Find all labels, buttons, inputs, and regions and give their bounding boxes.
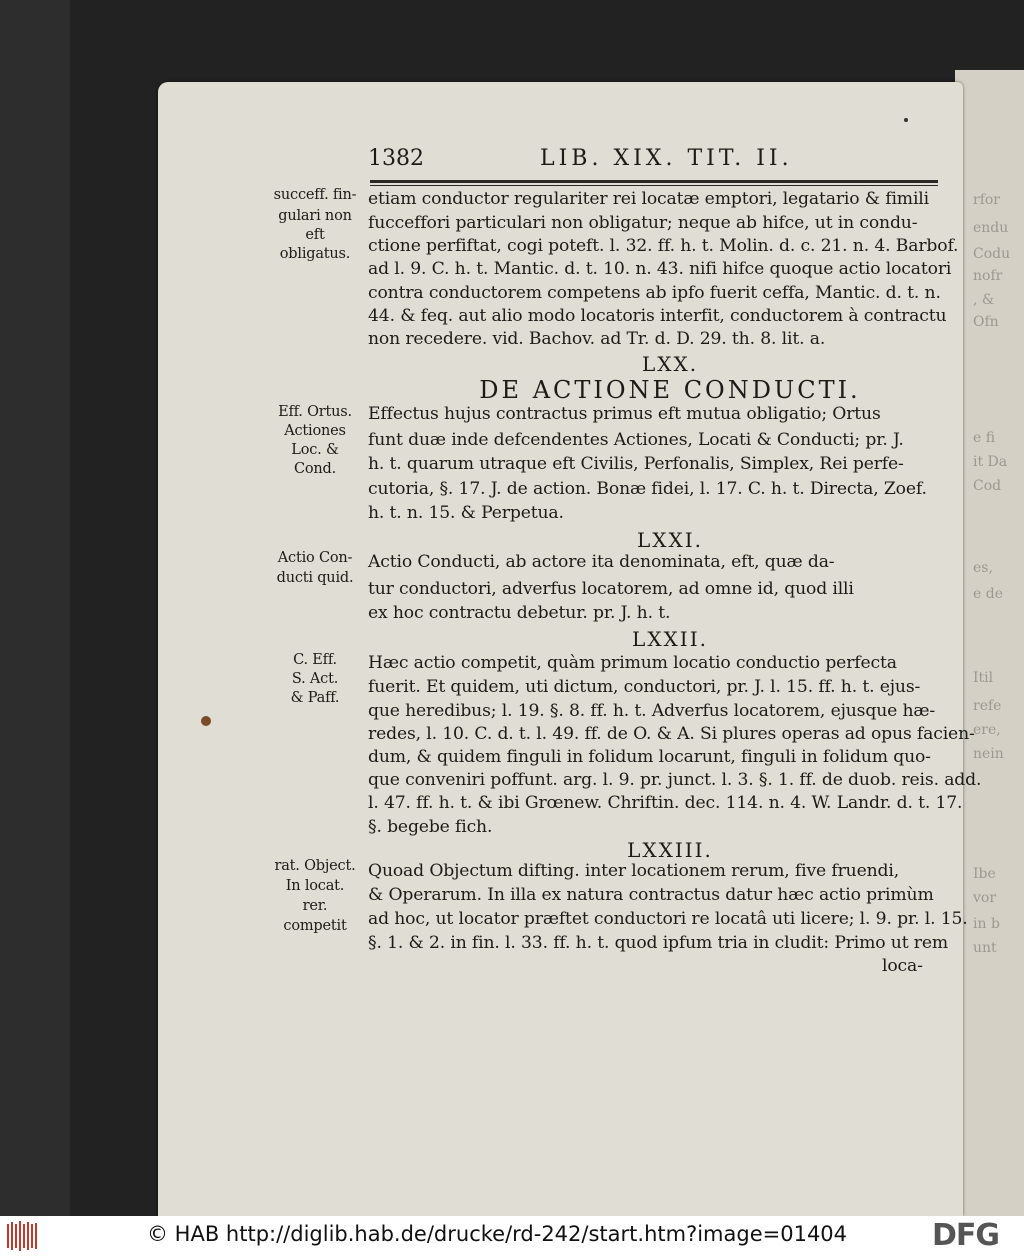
neighbor-fragment: in b (973, 916, 1000, 932)
body-line: & Operarum. In illa ex natura contractus datur hæc actio primùm (368, 885, 934, 905)
neighbor-fragment: Ofn (973, 314, 999, 330)
body-line: Effectus hujus contractus primus eft mutua obligatio; Ortus (368, 404, 881, 424)
neighbor-fragment: Ibe (973, 866, 996, 882)
neighbor-fragment: e fi (973, 430, 996, 446)
body-line: 44. & feq. aut alio modo locatoris interfit, conductorem à contractu (368, 306, 947, 326)
body-line: §. 1. & 2. in fin. l. 33. ff. h. t. quod ipfum tria in cludit: Primo ut rem (368, 933, 949, 953)
margin-note: & Paff. (290, 690, 340, 706)
body-line: funt duæ inde defcendentes Actiones, Locati & Conducti; pr. J. (368, 430, 904, 450)
margin-note: C. Eff. (293, 652, 337, 668)
neighbor-fragment: endu (973, 220, 1009, 236)
neighbor-fragment: unt (973, 940, 997, 956)
margin-note: rer. (302, 898, 328, 914)
margin-note: Loc. & (291, 442, 339, 458)
margin-note: succeff. fin- (273, 187, 357, 203)
barcode-icon (6, 1220, 40, 1252)
neighbor-fragment: rfor (973, 192, 1000, 208)
section-number: LXX. (641, 352, 699, 376)
body-line: contra conductorem competens ab ipfo fuerit ceffa, Mantic. d. t. n. (368, 283, 941, 303)
body-line: h. t. quarum utraque eft Civilis, Perfonalis, Simplex, Rei perfe- (368, 454, 904, 474)
neighbor-fragment: e de (973, 586, 1003, 602)
neighbor-fragment: it Da (973, 454, 1008, 470)
margin-note: S. Act. (291, 671, 339, 687)
body-line: Quoad Objectum difting. inter locationem rerum, five fruendi, (368, 861, 900, 881)
body-line: Hæc actio competit, quàm primum locatio conductio perfecta (368, 653, 897, 673)
margin-note: obligatus. (279, 246, 351, 262)
catchword: loca- (882, 956, 923, 976)
neighbor-fragment: Codu (973, 246, 1011, 262)
margin-note: gulari non (278, 208, 352, 224)
section-number: LXXII. (632, 627, 708, 651)
body-line: §. begebe fich. (368, 817, 493, 837)
neighbor-fragment: refe (973, 698, 1002, 714)
neighbor-fragment: nein (973, 746, 1004, 762)
page-number: 1382 (368, 146, 424, 171)
body-line: ctione perfiftat, cogi poteft. l. 32. ff. h. t. Molin. d. c. 21. n. 4. Barbof. (368, 236, 959, 256)
neighbor-fragment: es, (973, 560, 993, 576)
neighbor-fragment: Cod (973, 478, 1002, 494)
section-title: DE ACTIONE CONDUCTI. (479, 376, 861, 404)
margin-note: Eff. Ortus. (278, 404, 352, 420)
body-line: etiam conductor regulariter rei locatæ emptori, legatario & fimili (368, 189, 929, 209)
body-line: fucceffori particulari non obligatur; neque ab hifce, ut in condu- (368, 213, 918, 233)
neighbor-fragment: , & (973, 292, 995, 308)
dfg-logo: DFG (932, 1218, 1000, 1253)
margin-note: competit (283, 918, 347, 934)
section-number: LXXIII. (627, 838, 713, 862)
body-line: que heredibus; l. 19. §. 8. ff. h. t. Adverfus locatorem, ejusque hæ- (368, 701, 936, 721)
body-line: cutoria, §. 17. J. de action. Bonæ fidei, l. 17. C. h. t. Directa, Zoef. (368, 479, 927, 499)
margin-note: rat. Object. (274, 858, 356, 874)
running-title: LIB. XIX. TIT. II. (540, 146, 793, 171)
header-rule (370, 180, 938, 183)
neighbor-fragment: vor (973, 890, 997, 906)
body-line: l. 47. ff. h. t. & ibi Grœnew. Chriftin. dec. 114. n. 4. W. Landr. d. t. 17. (368, 793, 963, 813)
scan-left-edge (0, 0, 70, 1216)
margin-note: Actio Con- (277, 550, 353, 566)
body-line: que conveniri poffunt. arg. l. 9. pr. junct. l. 3. §. 1. ff. de duob. reis. add. (368, 770, 982, 790)
margin-note: Cond. (293, 461, 337, 477)
body-line: tur conductori, adverfus locatorem, ad omne id, quod illi (368, 579, 854, 599)
copyright-link[interactable]: © HAB http://diglib.hab.de/drucke/rd-242/start.htm?image=01404 (147, 1222, 848, 1246)
body-line: Actio Conducti, ab actore ita denominata, eft, quæ da- (368, 552, 835, 572)
margin-note: ducti quid. (276, 570, 354, 586)
margin-note: eft (305, 227, 325, 243)
body-line: fuerit. Et quidem, uti dictum, conductori, pr. J. l. 15. ff. h. t. ejus- (368, 677, 921, 697)
neighbor-fragment: nofr (973, 268, 1003, 284)
header-rule-thin (370, 185, 938, 186)
ink-speck (904, 118, 908, 122)
body-line: non recedere. vid. Bachov. ad Tr. d. D. 29. th. 8. lit. a. (368, 329, 826, 349)
neighbor-page-edge (955, 70, 1024, 1216)
body-line: ex hoc contractu debetur. pr. J. h. t. (368, 603, 671, 623)
stain-spot (201, 716, 211, 726)
body-line: ad l. 9. C. h. t. Mantic. d. t. 10. n. 43. nifi hifce quoque actio locatori (368, 259, 952, 279)
neighbor-fragment: ere, (973, 722, 1001, 738)
body-line: redes, l. 10. C. d. t. l. 49. ff. de O. & A. Si plures operas ad opus facien- (368, 724, 975, 744)
body-line: h. t. n. 15. & Perpetua. (368, 503, 564, 523)
margin-note: In locat. (285, 878, 345, 894)
body-line: ad hoc, ut locator præftet conductori re locatâ uti licere; l. 9. pr. l. 15. (368, 909, 968, 929)
margin-note: Actiones (284, 423, 346, 439)
body-line: dum, & quidem finguli in folidum locarunt, finguli in folidum quo- (368, 747, 931, 767)
neighbor-fragment: Itil (973, 670, 994, 686)
section-number: LXXI. (636, 528, 703, 552)
